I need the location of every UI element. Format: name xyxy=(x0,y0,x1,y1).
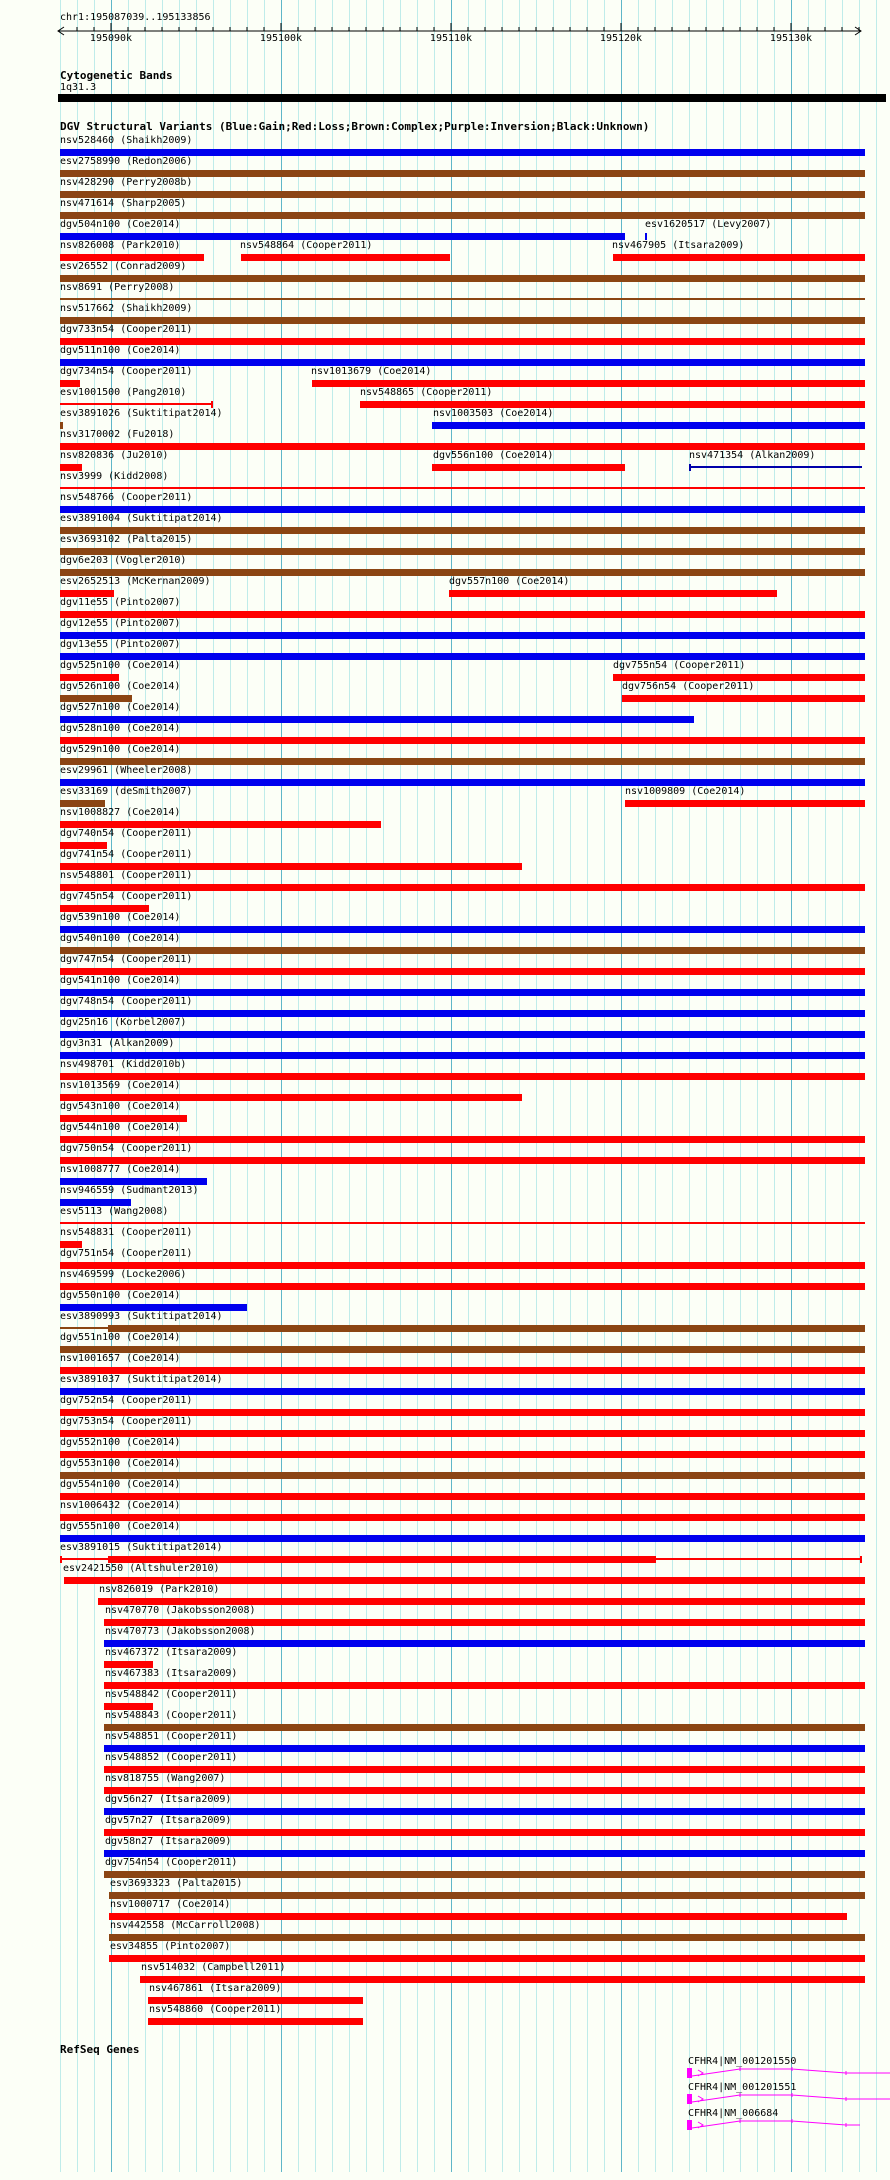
variant-label[interactable]: dgv58n27 (Itsara2009) xyxy=(105,1836,232,1847)
variant-bar[interactable] xyxy=(625,800,865,807)
variant-label[interactable]: esv1620517 (Levy2007) xyxy=(645,219,772,230)
variant-label[interactable]: nsv548851 (Cooper2011) xyxy=(105,1731,238,1742)
variant-label[interactable]: dgv752n54 (Cooper2011) xyxy=(60,1395,193,1406)
gene-structure[interactable] xyxy=(0,2091,890,2107)
variant-label[interactable]: nsv467905 (Itsara2009) xyxy=(612,240,745,251)
variant-bar[interactable] xyxy=(241,254,450,261)
variant-label[interactable]: nsv442558 (McCarroll2008) xyxy=(110,1920,261,1931)
variant-bar[interactable] xyxy=(60,1535,865,1542)
variant-bar[interactable] xyxy=(104,1766,865,1773)
variant-label[interactable]: esv3891004 (Suktitipat2014) xyxy=(60,513,223,524)
variant-bar[interactable] xyxy=(60,779,865,786)
variant-bar[interactable] xyxy=(60,947,865,954)
variant-label[interactable]: nsv826019 (Park2010) xyxy=(99,1584,220,1595)
variant-bar[interactable] xyxy=(60,1262,865,1269)
gridline xyxy=(264,0,265,2172)
variant-bar[interactable] xyxy=(60,317,865,324)
variant-label[interactable]: dgv11e55 (Pinto2007) xyxy=(60,597,181,608)
variant-bar[interactable] xyxy=(104,1640,865,1647)
variant-bar[interactable] xyxy=(60,632,865,639)
variant-bar[interactable] xyxy=(60,233,625,240)
gridline xyxy=(638,0,639,2172)
variant-label[interactable]: nsv428290 (Perry2008b) xyxy=(60,177,193,188)
variant-bar[interactable] xyxy=(60,884,865,891)
variant-label[interactable]: dgv554n100 (Coe2014) xyxy=(60,1479,181,1490)
variant-label[interactable]: esv3693323 (Palta2015) xyxy=(110,1878,243,1889)
gridline xyxy=(842,0,843,2172)
variant-label[interactable]: nsv820836 (Ju2010) xyxy=(60,450,169,461)
variant-bar[interactable] xyxy=(60,1157,865,1164)
ruler-tick-label: 195090k xyxy=(89,33,133,44)
variant-bar[interactable] xyxy=(109,1934,865,1941)
gene-structure[interactable] xyxy=(0,2065,890,2081)
variant-label[interactable]: esv3693102 (Palta2015) xyxy=(60,534,193,545)
variant-bar[interactable] xyxy=(60,1115,187,1122)
cytobands-track-title: Cytogenetic Bands xyxy=(60,69,173,82)
variant-bar[interactable] xyxy=(140,1976,865,1983)
variant-bar[interactable] xyxy=(60,1010,865,1017)
variant-label[interactable]: dgv754n54 (Cooper2011) xyxy=(105,1857,238,1868)
variant-bar[interactable] xyxy=(60,1346,865,1353)
variant-bar[interactable] xyxy=(60,842,107,849)
variant-label[interactable]: nsv946559 (Sudmant2013) xyxy=(60,1185,199,1196)
variant-label[interactable]: dgv528n100 (Coe2014) xyxy=(60,723,181,734)
variant-label[interactable]: dgv539n100 (Coe2014) xyxy=(60,912,181,923)
variant-bar[interactable] xyxy=(109,1955,865,1962)
variant-bar[interactable] xyxy=(60,737,865,744)
refseq-track-title: RefSeq Genes xyxy=(60,2043,140,2056)
variant-bar[interactable] xyxy=(60,1430,865,1437)
variant-bar[interactable] xyxy=(689,464,691,471)
variant-label[interactable]: nsv548864 (Cooper2011) xyxy=(240,240,373,251)
variant-label[interactable]: esv3891015 (Suktitipat2014) xyxy=(60,1542,223,1553)
variant-bar[interactable] xyxy=(60,1409,865,1416)
variant-bar[interactable] xyxy=(312,380,865,387)
variant-bar[interactable] xyxy=(60,149,865,156)
variant-bar[interactable] xyxy=(60,275,865,282)
variant-bar[interactable] xyxy=(860,1556,862,1563)
ruler-tick-label: 195110k xyxy=(429,33,473,44)
variant-bar[interactable] xyxy=(60,1136,865,1143)
variant-label[interactable]: nsv470773 (Jakobsson2008) xyxy=(105,1626,256,1637)
variant-label[interactable]: nsv467372 (Itsara2009) xyxy=(105,1647,238,1658)
variant-label[interactable]: esv3890993 (Suktitipat2014) xyxy=(60,1311,223,1322)
variant-label[interactable]: nsv498701 (Kidd2010b) xyxy=(60,1059,187,1070)
variant-label[interactable]: nsv514032 (Campbell2011) xyxy=(141,1962,286,1973)
variant-bar[interactable] xyxy=(60,758,865,765)
variant-label[interactable]: dgv756n54 (Cooper2011) xyxy=(622,681,755,692)
variant-bar[interactable] xyxy=(60,527,865,534)
variant-bar[interactable] xyxy=(60,1178,207,1185)
variant-bar[interactable] xyxy=(60,548,865,555)
variant-bar[interactable] xyxy=(60,590,114,597)
variant-bar[interactable] xyxy=(148,1997,363,2004)
variant-label[interactable]: dgv543n100 (Coe2014) xyxy=(60,1101,181,1112)
gridline xyxy=(383,0,384,2172)
variant-bar[interactable] xyxy=(60,1073,865,1080)
gridline xyxy=(723,0,724,2172)
variant-bar[interactable] xyxy=(360,401,865,408)
variant-label[interactable]: nsv1003503 (Coe2014) xyxy=(433,408,554,419)
variant-label[interactable]: nsv1000717 (Coe2014) xyxy=(110,1899,231,1910)
variant-label[interactable]: nsv528460 (Shaikh2009) xyxy=(60,135,193,146)
variant-bar[interactable] xyxy=(60,1222,865,1224)
variant-label[interactable]: nsv1006432 (Coe2014) xyxy=(60,1500,181,1511)
gridline xyxy=(281,0,282,2172)
variant-bar[interactable] xyxy=(60,1367,865,1374)
variant-label[interactable]: dgv527n100 (Coe2014) xyxy=(60,702,181,713)
variant-bar[interactable] xyxy=(60,611,865,618)
variant-label[interactable]: nsv1009809 (Coe2014) xyxy=(625,786,746,797)
variant-bar[interactable] xyxy=(60,506,865,513)
gridline xyxy=(774,0,775,2172)
variant-label[interactable]: dgv540n100 (Coe2014) xyxy=(60,933,181,944)
variant-label[interactable]: nsv1001657 (Coe2014) xyxy=(60,1353,181,1364)
variant-bar[interactable] xyxy=(104,1871,865,1878)
variant-label[interactable]: nsv548843 (Cooper2011) xyxy=(105,1710,238,1721)
variant-bar[interactable] xyxy=(60,443,865,450)
variant-bar[interactable] xyxy=(60,1388,865,1395)
variant-bar[interactable] xyxy=(60,800,105,807)
variant-label[interactable]: dgv755n54 (Cooper2011) xyxy=(613,660,746,671)
gridline xyxy=(655,0,656,2172)
variant-bar[interactable] xyxy=(60,1241,82,1248)
variant-label[interactable]: nsv517662 (Shaikh2009) xyxy=(60,303,193,314)
variant-label[interactable]: nsv548801 (Cooper2011) xyxy=(60,870,193,881)
gridline xyxy=(791,0,792,2172)
gridline xyxy=(332,0,333,2172)
gridline xyxy=(349,0,350,2172)
gridline xyxy=(825,0,826,2172)
variant-label[interactable]: nsv548852 (Cooper2011) xyxy=(105,1752,238,1763)
variant-label[interactable]: nsv8691 (Perry2008) xyxy=(60,282,175,293)
variant-bar[interactable] xyxy=(60,359,865,366)
variant-bar[interactable] xyxy=(60,170,865,177)
variant-bar[interactable] xyxy=(60,863,522,870)
variant-bar[interactable] xyxy=(104,1619,865,1626)
variant-bar[interactable] xyxy=(645,233,647,240)
variant-bar[interactable] xyxy=(211,401,213,408)
cytoband-bar xyxy=(58,94,886,102)
variant-bar[interactable] xyxy=(60,403,213,405)
variant-label[interactable]: nsv548831 (Cooper2011) xyxy=(60,1227,193,1238)
variant-label[interactable]: nsv826008 (Park2010) xyxy=(60,240,181,251)
variant-bar[interactable] xyxy=(60,1493,865,1500)
region-title: chr1:195087039..195133856 xyxy=(60,12,211,23)
variant-label[interactable]: dgv57n27 (Itsara2009) xyxy=(105,1815,232,1826)
gridline xyxy=(434,0,435,2172)
variant-bar[interactable] xyxy=(60,298,865,300)
variant-label[interactable]: dgv553n100 (Coe2014) xyxy=(60,1458,181,1469)
variant-bar[interactable] xyxy=(60,653,865,660)
variant-label[interactable]: dgv12e55 (Pinto2007) xyxy=(60,618,181,629)
variant-bar[interactable] xyxy=(60,1283,865,1290)
variant-bar[interactable] xyxy=(60,674,119,681)
variant-label[interactable]: dgv526n100 (Coe2014) xyxy=(60,681,181,692)
variant-bar[interactable] xyxy=(60,989,865,996)
variant-bar[interactable] xyxy=(104,1703,153,1710)
gene-structure[interactable] xyxy=(0,2117,890,2133)
variant-label[interactable]: nsv467383 (Itsara2009) xyxy=(105,1668,238,1679)
variant-label[interactable]: nsv1013569 (Coe2014) xyxy=(60,1080,181,1091)
variant-bar[interactable] xyxy=(432,464,625,471)
variant-label[interactable]: nsv3999 (Kidd2008) xyxy=(60,471,169,482)
variant-label[interactable]: dgv551n100 (Coe2014) xyxy=(60,1332,181,1343)
variant-bar[interactable] xyxy=(432,422,865,429)
variant-label[interactable]: dgv740n54 (Cooper2011) xyxy=(60,828,193,839)
variant-bar[interactable] xyxy=(104,1745,865,1752)
ruler-tick-label: 195120k xyxy=(599,33,643,44)
variant-bar[interactable] xyxy=(60,926,865,933)
gridline xyxy=(553,0,554,2172)
variant-bar[interactable] xyxy=(109,1892,865,1899)
variant-bar[interactable] xyxy=(60,695,132,702)
dgv-track-title: DGV Structural Variants (Blue:Gain;Red:Loss;Brown:Complex;Purple:Inversion;Black:Unknown) xyxy=(60,120,650,133)
variant-label[interactable]: dgv556n100 (Coe2014) xyxy=(433,450,554,461)
variant-label[interactable]: nsv1008827 (Coe2014) xyxy=(60,807,181,818)
variant-label[interactable]: nsv1008777 (Coe2014) xyxy=(60,1164,181,1175)
variant-bar[interactable] xyxy=(60,191,865,198)
variant-label[interactable]: esv3891026 (Suktitipat2014) xyxy=(60,408,223,419)
variant-label[interactable]: esv33169 (deSmith2007) xyxy=(60,786,193,797)
gridline xyxy=(485,0,486,2172)
variant-label[interactable]: nsv471354 (Alkan2009) xyxy=(689,450,816,461)
variant-bar[interactable] xyxy=(60,212,865,219)
variant-bar[interactable] xyxy=(64,1577,865,1584)
variant-label[interactable]: nsv548865 (Cooper2011) xyxy=(360,387,493,398)
gridline xyxy=(519,0,520,2172)
variant-bar[interactable] xyxy=(60,821,381,828)
variant-bar[interactable] xyxy=(104,1787,865,1794)
cytoband-label: 1q31.3 xyxy=(60,82,97,93)
variant-bar[interactable] xyxy=(622,695,865,702)
variant-bar[interactable] xyxy=(60,254,204,261)
variant-label[interactable]: nsv548842 (Cooper2011) xyxy=(105,1689,238,1700)
variant-label[interactable]: dgv13e55 (Pinto2007) xyxy=(60,639,181,650)
variant-label[interactable]: esv5113 (Wang2008) xyxy=(60,1206,169,1217)
variant-label[interactable]: esv2421550 (Altshuler2010) xyxy=(63,1563,220,1574)
variant-label[interactable]: dgv747n54 (Cooper2011) xyxy=(60,954,193,965)
variant-bar[interactable] xyxy=(60,422,63,429)
variant-label[interactable]: dgv3n31 (Alkan2009) xyxy=(60,1038,175,1049)
variant-label[interactable]: dgv745n54 (Cooper2011) xyxy=(60,891,193,902)
variant-bar[interactable] xyxy=(60,1031,865,1038)
variant-label[interactable]: dgv504n100 (Coe2014) xyxy=(60,219,181,230)
variant-label[interactable]: esv2652513 (McKernan2009) xyxy=(60,576,211,587)
variant-label[interactable]: esv1001500 (Pang2010) xyxy=(60,387,187,398)
variant-bar[interactable] xyxy=(108,1325,865,1332)
variant-bar[interactable] xyxy=(60,464,82,471)
variant-bar[interactable] xyxy=(60,1304,247,1311)
variant-bar[interactable] xyxy=(613,674,865,681)
variant-label[interactable]: esv26552 (Conrad2009) xyxy=(60,261,187,272)
gridline xyxy=(366,0,367,2172)
gridline xyxy=(536,0,537,2172)
gridline xyxy=(502,0,503,2172)
variant-bar[interactable] xyxy=(60,380,80,387)
gridline xyxy=(689,0,690,2172)
variant-bar[interactable] xyxy=(613,254,865,261)
variant-label[interactable]: dgv25n16 (Korbel2007) xyxy=(60,1017,187,1028)
gridline xyxy=(315,0,316,2172)
variant-label[interactable]: nsv818755 (Wang2007) xyxy=(105,1773,226,1784)
variant-label[interactable]: dgv541n100 (Coe2014) xyxy=(60,975,181,986)
variant-bar[interactable] xyxy=(60,1199,131,1206)
variant-label[interactable]: dgv557n100 (Coe2014) xyxy=(449,576,570,587)
ruler-tick-label: 195100k xyxy=(259,33,303,44)
gridline xyxy=(417,0,418,2172)
variant-label[interactable]: dgv751n54 (Cooper2011) xyxy=(60,1248,193,1259)
variant-label[interactable]: dgv750n54 (Cooper2011) xyxy=(60,1143,193,1154)
variant-bar[interactable] xyxy=(60,487,865,489)
gridline xyxy=(808,0,809,2172)
variant-bar[interactable] xyxy=(104,1808,865,1815)
variant-label[interactable]: dgv544n100 (Coe2014) xyxy=(60,1122,181,1133)
variant-bar[interactable] xyxy=(148,2018,363,2025)
variant-label[interactable]: nsv1013679 (Coe2014) xyxy=(311,366,432,377)
gridline xyxy=(451,0,452,2172)
gridline xyxy=(621,0,622,2172)
ruler-tick-label: 195130k xyxy=(769,33,813,44)
variant-bar[interactable] xyxy=(60,1052,865,1059)
variant-bar[interactable] xyxy=(60,968,865,975)
gridline xyxy=(757,0,758,2172)
variant-bar[interactable] xyxy=(60,1451,865,1458)
variant-bar[interactable] xyxy=(104,1850,865,1857)
variant-label[interactable]: dgv555n100 (Coe2014) xyxy=(60,1521,181,1532)
gridline xyxy=(400,0,401,2172)
variant-bar[interactable] xyxy=(449,590,777,597)
variant-bar[interactable] xyxy=(60,1556,62,1563)
variant-label[interactable]: dgv733n54 (Cooper2011) xyxy=(60,324,193,335)
gene-label[interactable]: CFHR4|NM_001201551 xyxy=(688,2082,797,2093)
gridline xyxy=(876,0,877,2172)
gridline xyxy=(706,0,707,2172)
variant-label[interactable]: dgv511n100 (Coe2014) xyxy=(60,345,181,356)
variant-label[interactable]: nsv548860 (Cooper2011) xyxy=(149,2004,282,2015)
variant-bar[interactable] xyxy=(60,1327,108,1329)
variant-label[interactable]: dgv734n54 (Cooper2011) xyxy=(60,366,193,377)
variant-bar[interactable] xyxy=(689,466,862,468)
variant-bar[interactable] xyxy=(98,1598,865,1605)
variant-label[interactable]: nsv471614 (Sharp2005) xyxy=(60,198,187,209)
variant-label[interactable]: dgv753n54 (Cooper2011) xyxy=(60,1416,193,1427)
variant-label[interactable]: esv29961 (Wheeler2008) xyxy=(60,765,193,776)
gridline xyxy=(587,0,588,2172)
variant-bar[interactable] xyxy=(104,1829,865,1836)
variant-label[interactable]: dgv748n54 (Cooper2011) xyxy=(60,996,193,1007)
variant-bar[interactable] xyxy=(60,1472,865,1479)
gridline xyxy=(604,0,605,2172)
gridline xyxy=(247,0,248,2172)
variant-bar[interactable] xyxy=(108,1556,656,1563)
gene-label[interactable]: CFHR4|NM_001201550 xyxy=(688,2056,797,2067)
variant-label[interactable]: esv3891037 (Suktitipat2014) xyxy=(60,1374,223,1385)
variant-label[interactable]: nsv469599 (Locke2006) xyxy=(60,1269,187,1280)
variant-bar[interactable] xyxy=(109,1913,847,1920)
variant-bar[interactable] xyxy=(60,1094,522,1101)
variant-label[interactable]: dgv552n100 (Coe2014) xyxy=(60,1437,181,1448)
variant-label[interactable]: nsv467861 (Itsara2009) xyxy=(149,1983,282,1994)
variant-label[interactable]: dgv529n100 (Coe2014) xyxy=(60,744,181,755)
variant-label[interactable]: nsv470770 (Jakobsson2008) xyxy=(105,1605,256,1616)
variant-label[interactable]: nsv548766 (Cooper2011) xyxy=(60,492,193,503)
gridline xyxy=(859,0,860,2172)
variant-label[interactable]: dgv741n54 (Cooper2011) xyxy=(60,849,193,860)
gridline xyxy=(740,0,741,2172)
variant-bar[interactable] xyxy=(104,1682,865,1689)
variant-bar[interactable] xyxy=(60,569,865,576)
variant-label[interactable]: dgv56n27 (Itsara2009) xyxy=(105,1794,232,1805)
variant-label[interactable]: esv2758990 (Redon2006) xyxy=(60,156,193,167)
variant-bar[interactable] xyxy=(60,338,865,345)
variant-label[interactable]: esv34855 (Pinto2007) xyxy=(110,1941,231,1952)
variant-label[interactable]: dgv525n100 (Coe2014) xyxy=(60,660,181,671)
variant-bar[interactable] xyxy=(60,716,694,723)
variant-bar[interactable] xyxy=(60,905,149,912)
gene-label[interactable]: CFHR4|NM_006684 xyxy=(688,2108,779,2119)
variant-bar[interactable] xyxy=(60,1514,865,1521)
gridline xyxy=(570,0,571,2172)
variant-label[interactable]: nsv3170002 (Fu2018) xyxy=(60,429,175,440)
variant-bar[interactable] xyxy=(104,1724,865,1731)
gridline xyxy=(298,0,299,2172)
gridline xyxy=(468,0,469,2172)
variant-label[interactable]: dgv550n100 (Coe2014) xyxy=(60,1290,181,1301)
variant-label[interactable]: dgv6e203 (Vogler2010) xyxy=(60,555,187,566)
variant-bar[interactable] xyxy=(104,1661,153,1668)
gridline xyxy=(672,0,673,2172)
